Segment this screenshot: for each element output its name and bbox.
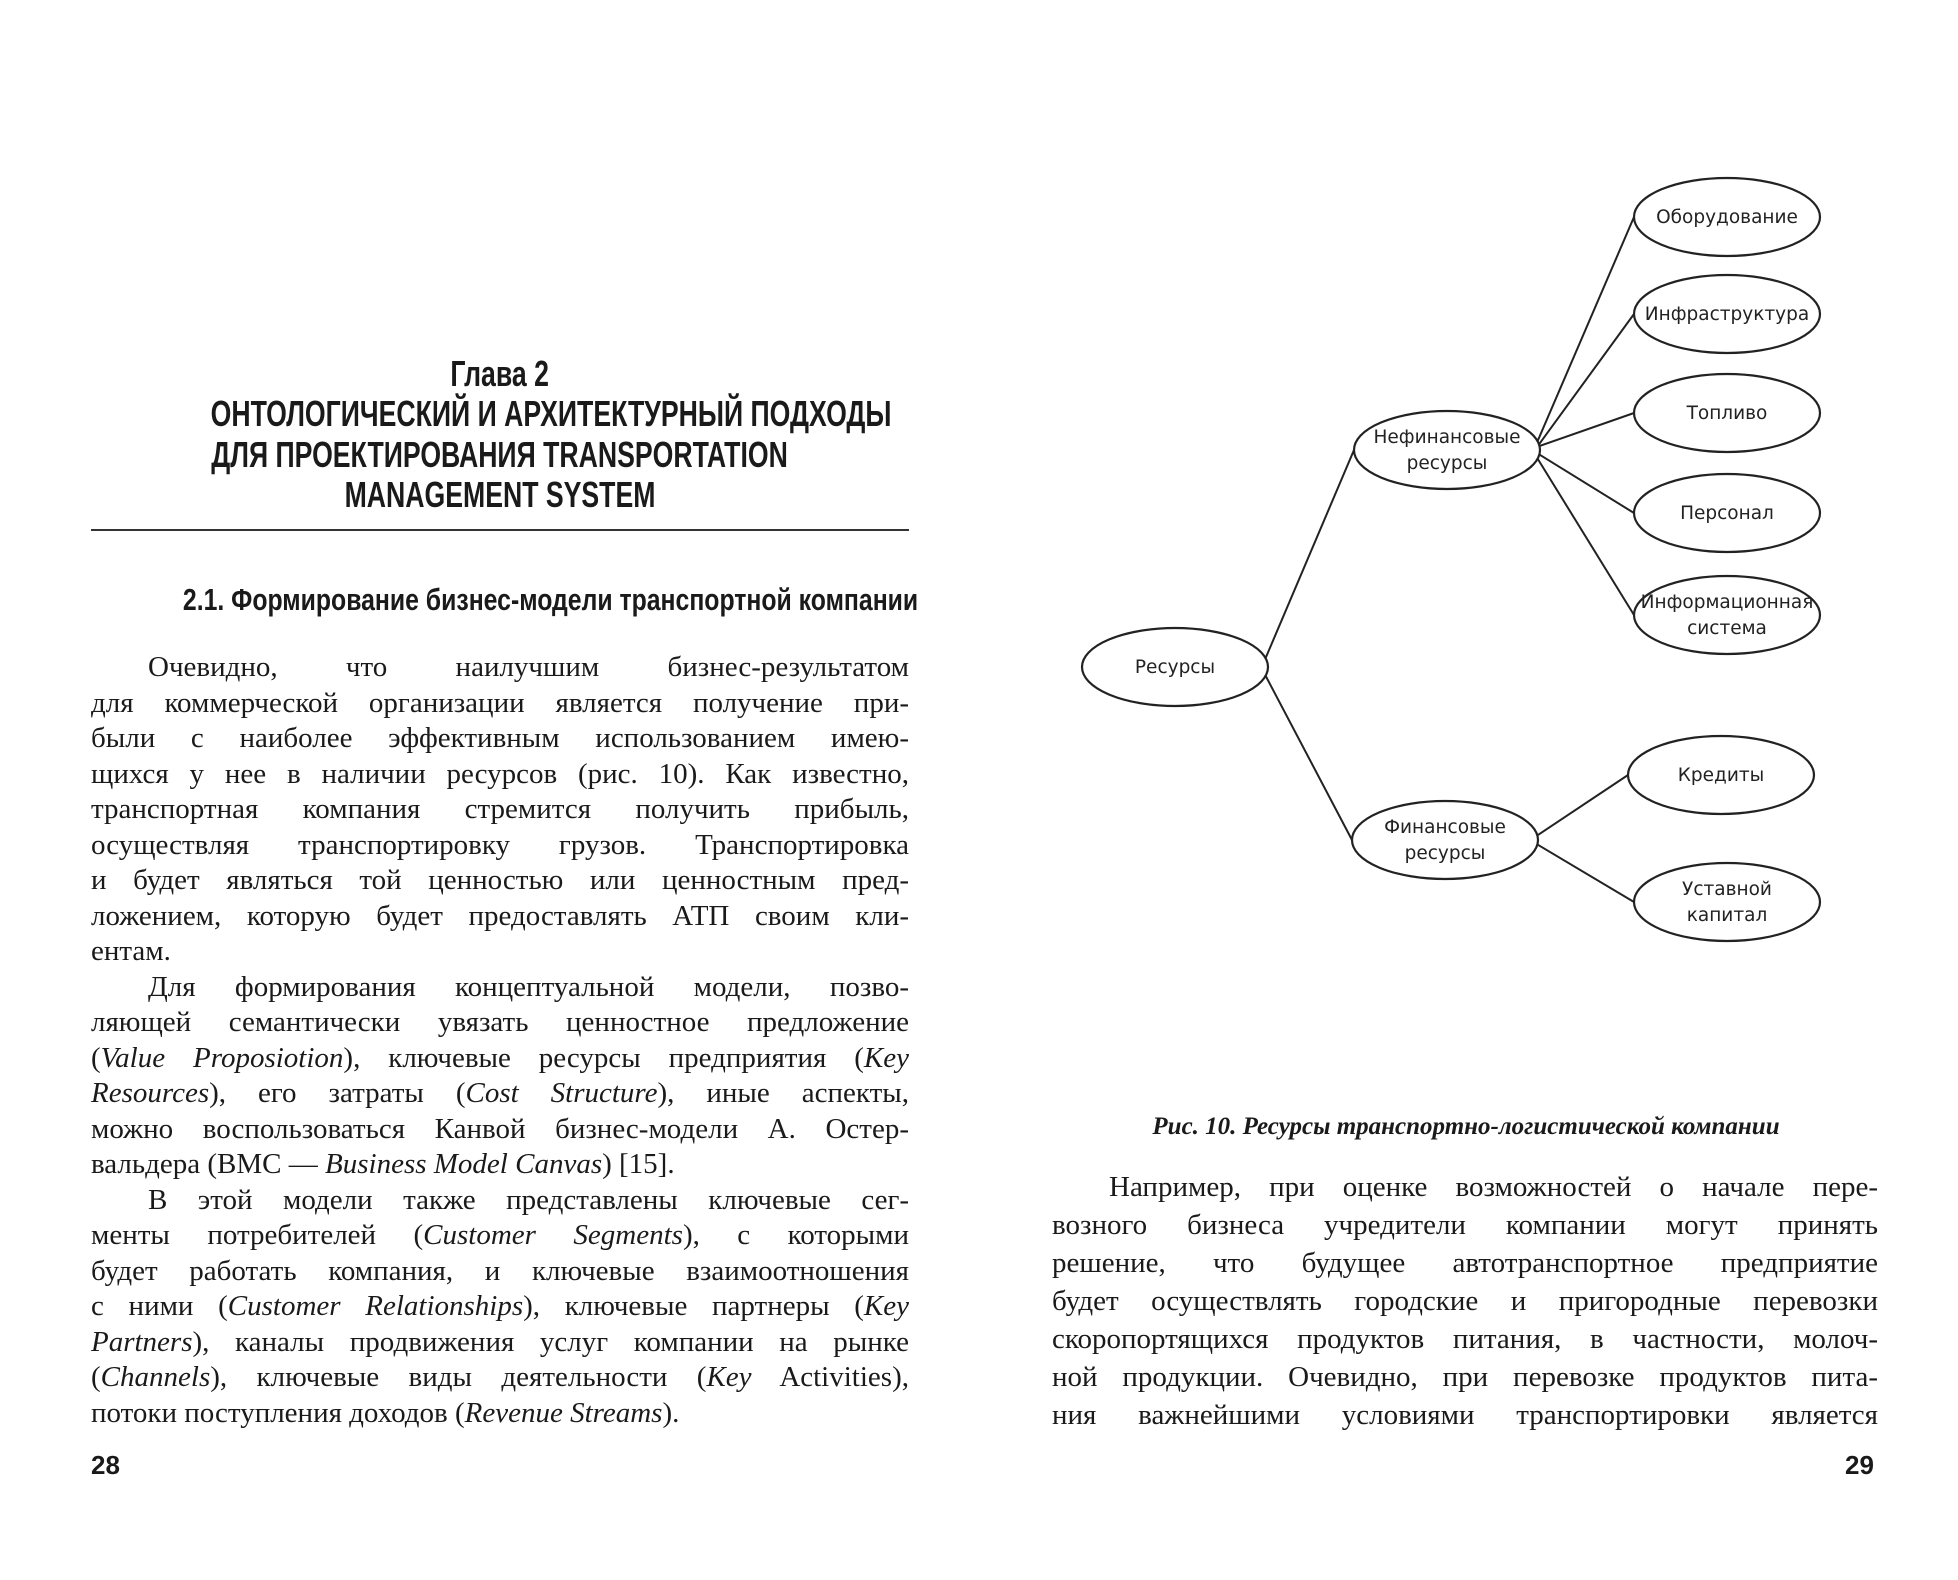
section-heading: 2.1. Формирование бизнес-модели транспортной компании	[182, 582, 919, 617]
text-line: Например, при оценке возможностей о начале пере-	[1109, 1171, 1878, 1203]
connector-line	[1537, 217, 1634, 442]
text-line: Для формирования концептуальной модели, позво-	[148, 970, 909, 1003]
connector-line	[1265, 450, 1354, 659]
text-line: возного бизнеса учредители компании могут принять	[1052, 1209, 1878, 1241]
text-line: менты потребителей (Customer Segments), с которыми	[91, 1219, 909, 1251]
financial-child-node-label: Кредиты	[1677, 765, 1765, 786]
chapter-number: Глава 2	[450, 353, 550, 394]
connector-line	[1535, 843, 1634, 902]
financial-node-label: ресурсы	[1404, 843, 1486, 864]
financial-node-ellipse	[1352, 801, 1538, 879]
nonfinancial-child-node-label: Информационная	[1640, 592, 1814, 613]
text-line: транспортная компания стремится получить прибыль,	[91, 793, 909, 825]
text-line: с ними (Customer Relationships), ключевые партнеры (Key	[91, 1290, 909, 1322]
text-line: щихся у нее в наличии ресурсов (рис. 10). Как известно,	[91, 757, 909, 790]
text-line: ентам.	[91, 935, 171, 967]
text-line: ложением, которую будет предоставлять АТП своим кли-	[91, 899, 909, 932]
text-line: (Value Proposiotion), ключевые ресурсы предприятия (Key	[91, 1041, 909, 1074]
text-line: потоки поступления доходов (Revenue Streams).	[91, 1396, 680, 1429]
text-line: Очевидно, что наилучшим бизнес-результатом	[148, 651, 909, 683]
text-line: решение, что будущее автотранспортное предприятие	[1052, 1247, 1878, 1279]
text-line: ной продукции. Очевидно, при перевозке продуктов пита-	[1052, 1361, 1878, 1393]
text-line: будет осуществлять городские и пригородные перевозки	[1052, 1285, 1878, 1317]
connector-line	[1265, 675, 1352, 840]
text-line: скоропортящихся продуктов питания, в частности, молоч-	[1052, 1323, 1878, 1355]
text-line: (Channels), ключевые виды деятельности (Key Activities),	[91, 1361, 909, 1393]
page-number: 29	[1845, 1450, 1874, 1480]
financial-child-node-label: Уставной	[1682, 879, 1772, 900]
nonfinancial-node-ellipse	[1354, 411, 1540, 489]
connector-line	[1535, 775, 1628, 837]
connector-line	[1537, 458, 1634, 615]
nonfinancial-child-node-label: система	[1687, 618, 1767, 639]
text-line: Resources), его затраты (Cost Structure), иные аспекты,	[91, 1077, 909, 1109]
chapter-title-line: ДЛЯ ПРОЕКТИРОВАНИЯ TRANSPORTATION	[211, 434, 789, 475]
nonfinancial-node-label: Нефинансовые	[1373, 427, 1521, 448]
text-line: и будет являться той ценностью или ценностным пред-	[91, 864, 909, 896]
nonfinancial-child-node-label: Топливо	[1686, 403, 1768, 424]
nonfinancial-child-node-label: Персонал	[1680, 503, 1774, 524]
text-line: можно воспользоваться Канвой бизнес-модели А. Остер-	[91, 1112, 909, 1145]
text-line: В этой модели также представлены ключевые сег-	[148, 1183, 909, 1216]
chapter-title-line: MANAGEMENT SYSTEM	[344, 474, 656, 515]
nonfinancial-child-node-label: Инфраструктура	[1644, 304, 1810, 325]
figure-caption: Рис. 10. Ресурсы транспортно-логистической компании	[1152, 1113, 1780, 1140]
text-line: ния важнейшими условиями транспортировки является	[1052, 1399, 1878, 1431]
root-node-label: Ресурсы	[1134, 657, 1216, 678]
text-line: для коммерческой организации является получение при-	[91, 686, 909, 719]
connector-line	[1537, 314, 1634, 447]
text-line: ляющей семантически увязать ценностное предложение	[91, 1006, 909, 1038]
connector-line	[1537, 413, 1634, 447]
financial-child-node-label: капитал	[1686, 905, 1768, 926]
financial-child-node-ellipse	[1634, 863, 1820, 941]
nonfinancial-node-label: ресурсы	[1406, 453, 1488, 474]
nonfinancial-child-node-ellipse	[1634, 576, 1820, 654]
financial-node-label: Финансовые	[1384, 817, 1506, 838]
text-line: вальдера (BMC — Business Model Canvas) [15].	[91, 1148, 675, 1180]
text-line: были с наиболее эффективным использованием имею-	[91, 722, 909, 754]
nonfinancial-child-node-label: Оборудование	[1656, 207, 1798, 228]
text-line: будет работать компания, и ключевые взаимоотношения	[91, 1254, 909, 1287]
chapter-title-line: ОНТОЛОГИЧЕСКИЙ И АРХИТЕКТУРНЫЙ ПОДХОДЫ	[210, 393, 892, 434]
page-number: 28	[91, 1450, 120, 1480]
text-line: Partners), каналы продвижения услуг компании на рынке	[91, 1325, 909, 1358]
text-line: осуществляя транспортировку грузов. Транспортировка	[91, 828, 909, 861]
